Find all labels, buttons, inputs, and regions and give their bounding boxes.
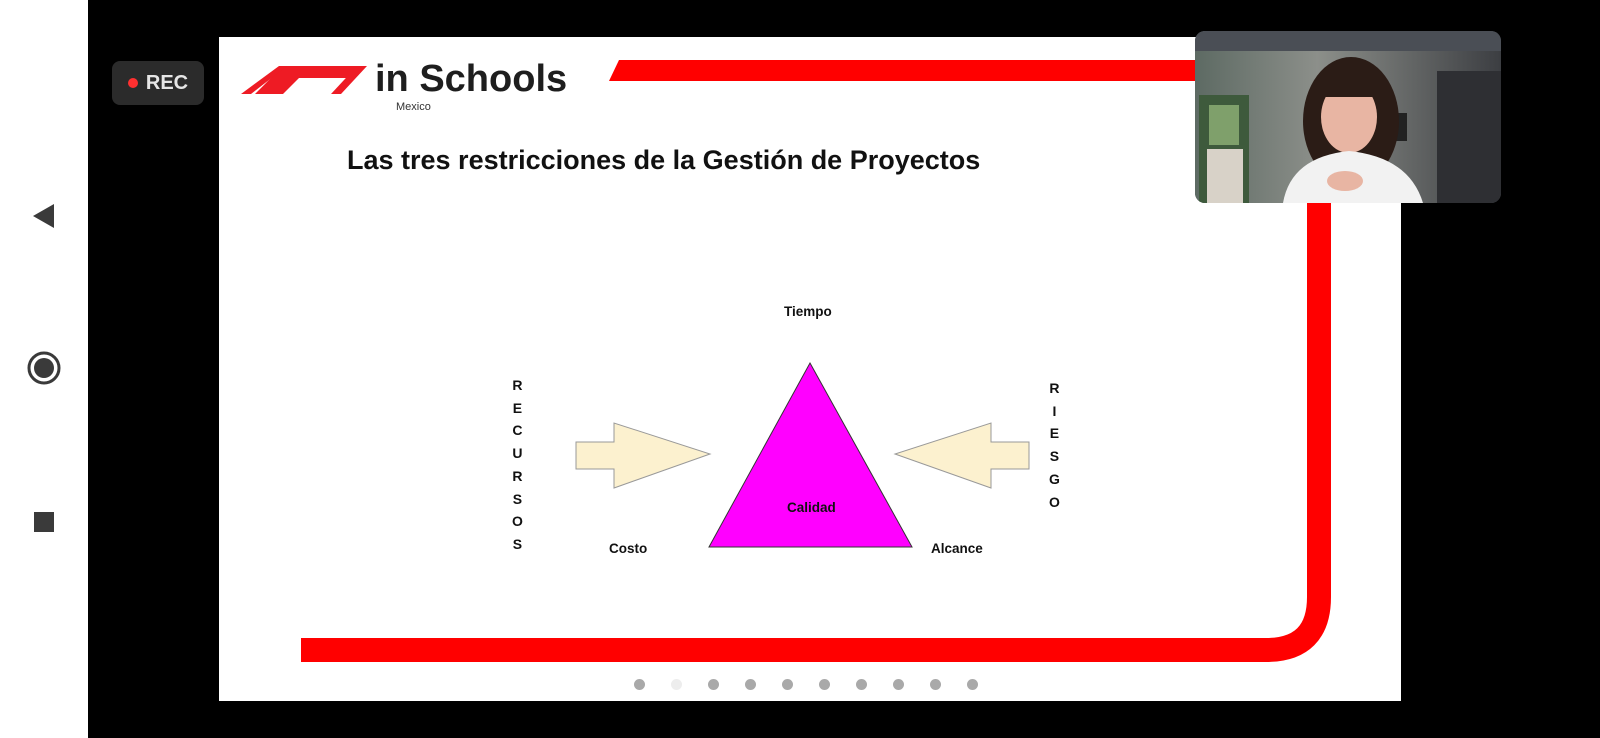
right-arrow-shape — [895, 423, 1029, 488]
system-navigation-bar — [0, 0, 88, 738]
logo-subtitle: Mexico — [396, 101, 431, 113]
home-circle-icon — [26, 350, 62, 386]
page-dot[interactable] — [856, 679, 867, 690]
page-dot[interactable] — [782, 679, 793, 690]
label-costo: Costo — [609, 541, 648, 556]
label-tiempo: Tiempo — [784, 304, 832, 319]
webcam-video-feed — [1195, 31, 1501, 203]
back-triangle-icon — [32, 203, 56, 229]
back-button[interactable] — [22, 194, 66, 238]
home-button[interactable] — [22, 346, 66, 390]
page-dot-active[interactable] — [671, 679, 682, 690]
slide-pagination — [634, 679, 978, 690]
page-dot[interactable] — [634, 679, 645, 690]
label-alcance: Alcance — [931, 541, 983, 556]
page-dot[interactable] — [930, 679, 941, 690]
constraint-triangle — [709, 363, 912, 547]
page-dot[interactable] — [819, 679, 830, 690]
page-dot[interactable] — [893, 679, 904, 690]
page-dot[interactable] — [745, 679, 756, 690]
recents-button[interactable] — [22, 500, 66, 544]
page-dot[interactable] — [967, 679, 978, 690]
record-button[interactable] — [112, 61, 204, 105]
label-recursos: R E C U R S O S — [512, 377, 523, 552]
record-dot-icon — [128, 78, 138, 88]
slide-title: Las tres restricciones de la Gestión de Proyectos — [347, 145, 981, 175]
page-dot[interactable] — [708, 679, 719, 690]
left-arrow-shape — [576, 423, 710, 488]
webcam-overlay[interactable] — [1195, 31, 1501, 203]
label-calidad: Calidad — [787, 500, 836, 515]
recents-square-icon — [32, 510, 56, 534]
label-riesgo: R I E S G O — [1049, 380, 1060, 510]
record-label: REC — [145, 71, 189, 94]
logo-text: in Schools — [375, 58, 568, 100]
